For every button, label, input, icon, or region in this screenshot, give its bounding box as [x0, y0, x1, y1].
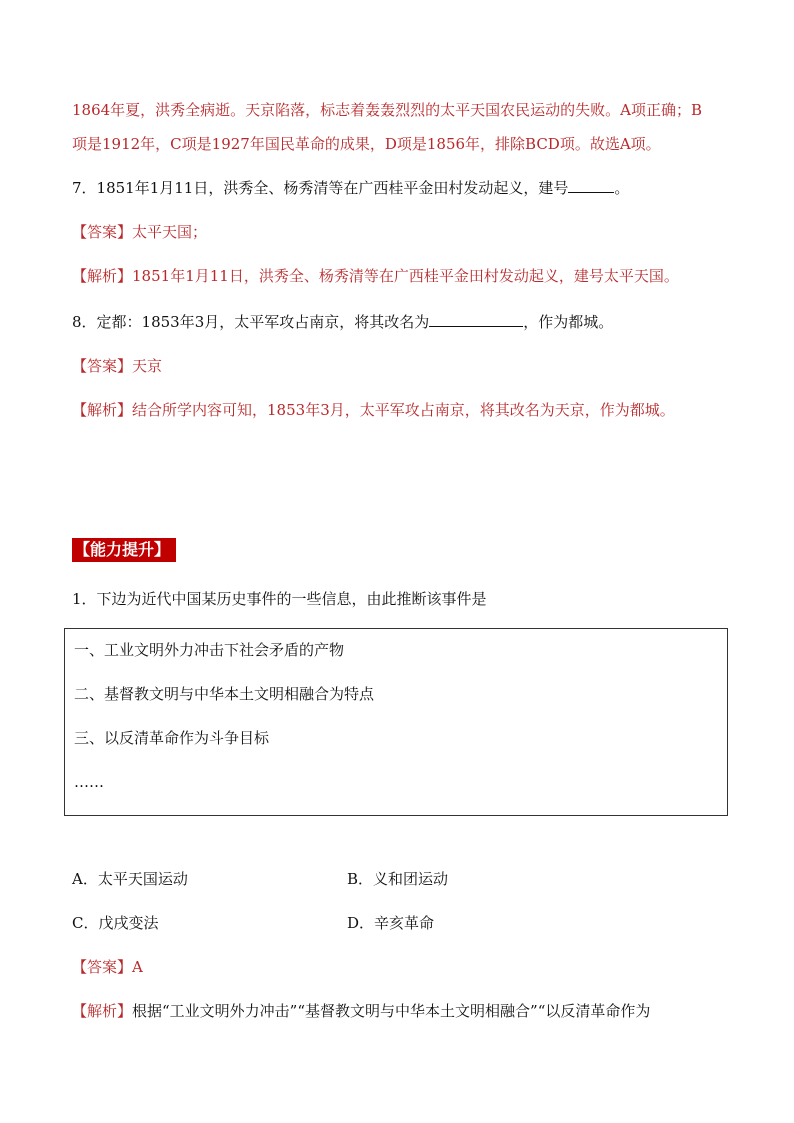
- question-8-end: ，作为都城。: [523, 313, 614, 331]
- info-item: ……: [74, 773, 104, 791]
- question-1-analysis: [72, 1001, 650, 1021]
- question-8: [72, 312, 613, 332]
- question-7-analysis-text: 1851年1月11日，洪秀全、杨秀清等在广西桂平金田村发动起义，建号太平天国。: [132, 267, 679, 285]
- question-1-analysis-text: 根据“工业文明外力冲击”“基督教文明与中华本土文明相融合”“以反清革命作为: [132, 1002, 651, 1020]
- analysis-tag: 【解析】: [72, 401, 133, 419]
- info-item: 二、基督教文明与中华本土文明相融合为特点: [74, 685, 375, 703]
- question-7-blank: [568, 178, 614, 193]
- info-item: 一、工业文明外力冲击下社会矛盾的产物: [74, 641, 345, 659]
- question-8-blank: [429, 312, 523, 327]
- option-c: C．戊戌变法: [72, 914, 159, 932]
- question-1-answer: [72, 957, 143, 977]
- question-7-analysis: [72, 266, 679, 286]
- question-8-answer-text: 天京: [132, 357, 163, 375]
- prev-explanation-line-1: 1864年夏，洪秀全病逝。天京陷落，标志着轰轰烈烈的太平天国农民运动的失败。A项正确；B: [72, 101, 703, 119]
- question-8-analysis-text: 结合所学内容可知，1853年3月，太平军攻占南京，将其改名为天京，作为都城。: [132, 401, 675, 419]
- answer-tag: 【答案】: [72, 223, 133, 241]
- section-title: 【能力提升】: [72, 538, 176, 562]
- question-8-answer: [72, 356, 162, 376]
- question-7: [72, 178, 629, 198]
- answer-tag: 【答案】: [72, 958, 133, 976]
- prev-explanation-line-2: 项是1912年，C项是1927年国民革命的成果，D项是1856年，排除BCD项。故选A项。: [72, 135, 661, 153]
- analysis-tag: 【解析】: [72, 267, 133, 285]
- option-a: A．太平天国运动: [72, 870, 188, 888]
- analysis-tag: 【解析】: [72, 1002, 133, 1020]
- answer-tag: 【答案】: [72, 357, 133, 375]
- info-box: [64, 628, 728, 816]
- question-7-answer-text: 太平天国；: [132, 223, 208, 241]
- info-item: 三、以反清革命作为斗争目标: [74, 729, 270, 747]
- question-8-text: 8．定都：1853年3月，太平军攻占南京，将其改名为: [72, 313, 430, 331]
- option-d: D．辛亥革命: [347, 914, 435, 932]
- option-b: B．义和团运动: [347, 870, 449, 888]
- question-7-end: 。: [614, 179, 630, 197]
- question-7-answer: [72, 222, 207, 242]
- question-7-text: 7．1851年1月11日，洪秀全、杨秀清等在广西桂平金田村发动起义，建号: [72, 179, 569, 197]
- question-8-analysis: [72, 400, 675, 420]
- question-1-answer-text: A: [132, 958, 143, 976]
- question-1-text: 1．下边为近代中国某历史事件的一些信息，由此推断该事件是: [72, 590, 487, 608]
